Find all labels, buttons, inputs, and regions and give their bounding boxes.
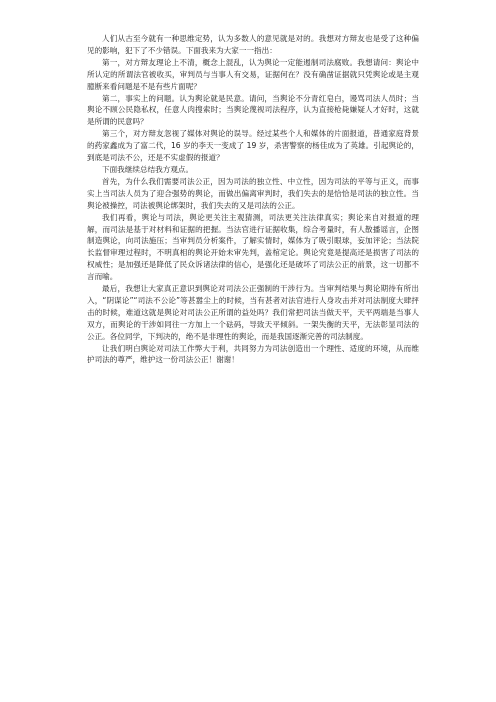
paragraph-transition: 下面我继续总结我方观点。 <box>102 164 194 174</box>
paragraph-firstly: 首先，为什么我们需要司法公正，因为司法的独立性、中立性，因为司法的平等与正义，而事实上当司法人员为了迎合强势的舆论，而做出偏离审判时，我们失去的是恰恰是司法的独立性。当舆论被操控，司法被舆论绑架时，我们失去的又是司法的公正。 <box>87 176 419 210</box>
paragraph-first-point: 第一，对方辩友理论上不清，概念上混乱，认为舆论一定能遏制司法腐败。我想请问：舆论中所认定的所谓法官被收买，审判员与当事人有交易，证据何在？没有确凿证据就只凭舆论或是主观臆断来看问题是不是有些片面呢？ <box>87 57 419 91</box>
paragraph-second-point: 第二，事实上的问题。认为舆论就是民意。请问，当舆论不分青红皂白，谩骂司法人员时；当舆论不顾公民隐私权，任意人肉搜索时；当舆论蔑视司法程序，认为直接枪毙嫌疑人才好时，这就是所谓的民意吗？ <box>87 93 419 127</box>
document-body <box>87 33 419 366</box>
paragraph-closing: 让我们明白舆论对司法工作弊大于利，共同努力为司法创造出一个理性、适度的环境，从而维护司法的尊严，维护这一份司法公正！谢谢！ <box>87 343 419 365</box>
paragraph-finally: 最后，我想让大家真正意识到舆论对司法公正强制的干涉行为。当审判结果与舆论期待有所出入，“阴谋论”“司法不公论”等甚嚣尘上的时候，当有甚者对法官进行人身攻击并对司法制度大肆抨击的时候，难道这就是舆论对司法公正所谓的益处吗？我们常把司法当做天平，天平两端是当事人双方，而舆论的干涉如同往一方加上一个砝码，导致天平倾斜。一架失衡的天平，无法彰显司法的公正。各位同学，下判决的，绝不是非理性的舆论，而是我国逐渐完善的司法制度。 <box>87 284 419 341</box>
paragraph-third-point: 第三个，对方辩友忽视了媒体对舆论的误导。经过某些个人和媒体的片面报道，普通家庭背景的药家鑫成为了富二代，16 岁的李天一变成了 19 岁，杀害警察的杨佳成为了英雄。引起舆论的，到底是司法不公，还是不实虚假的报道？ <box>87 129 419 163</box>
paragraph-secondly: 我们再看，舆论与司法，舆论更关注主观猜测，司法更关注法律真实；舆论来自对报道的理解，而司法是基于对材料和证据的把握。当法官进行证据收集，综合考量时，有人散播谣言，企图制造舆论，向司法施压；当审判员分析案件，了解实情时，媒体为了吸引眼球，妄加评论；当法院长监督审理过程时，不明真相的舆论开始未审先判，盖棺定论。舆论究竟是提高还是损害了司法的权威性；是加强还是降低了民众诉诸法律的信心，是强化还是破坏了司法公正的前景，这一切都不言而喻。 <box>87 212 419 282</box>
paragraph-intro: 人们从古至今就有一种思维定势，认为多数人的意见就是对的。我想对方辩友也是受了这种偏见的影响，犯下了不少错误。下面我来为大家一一指出： <box>87 34 419 55</box>
